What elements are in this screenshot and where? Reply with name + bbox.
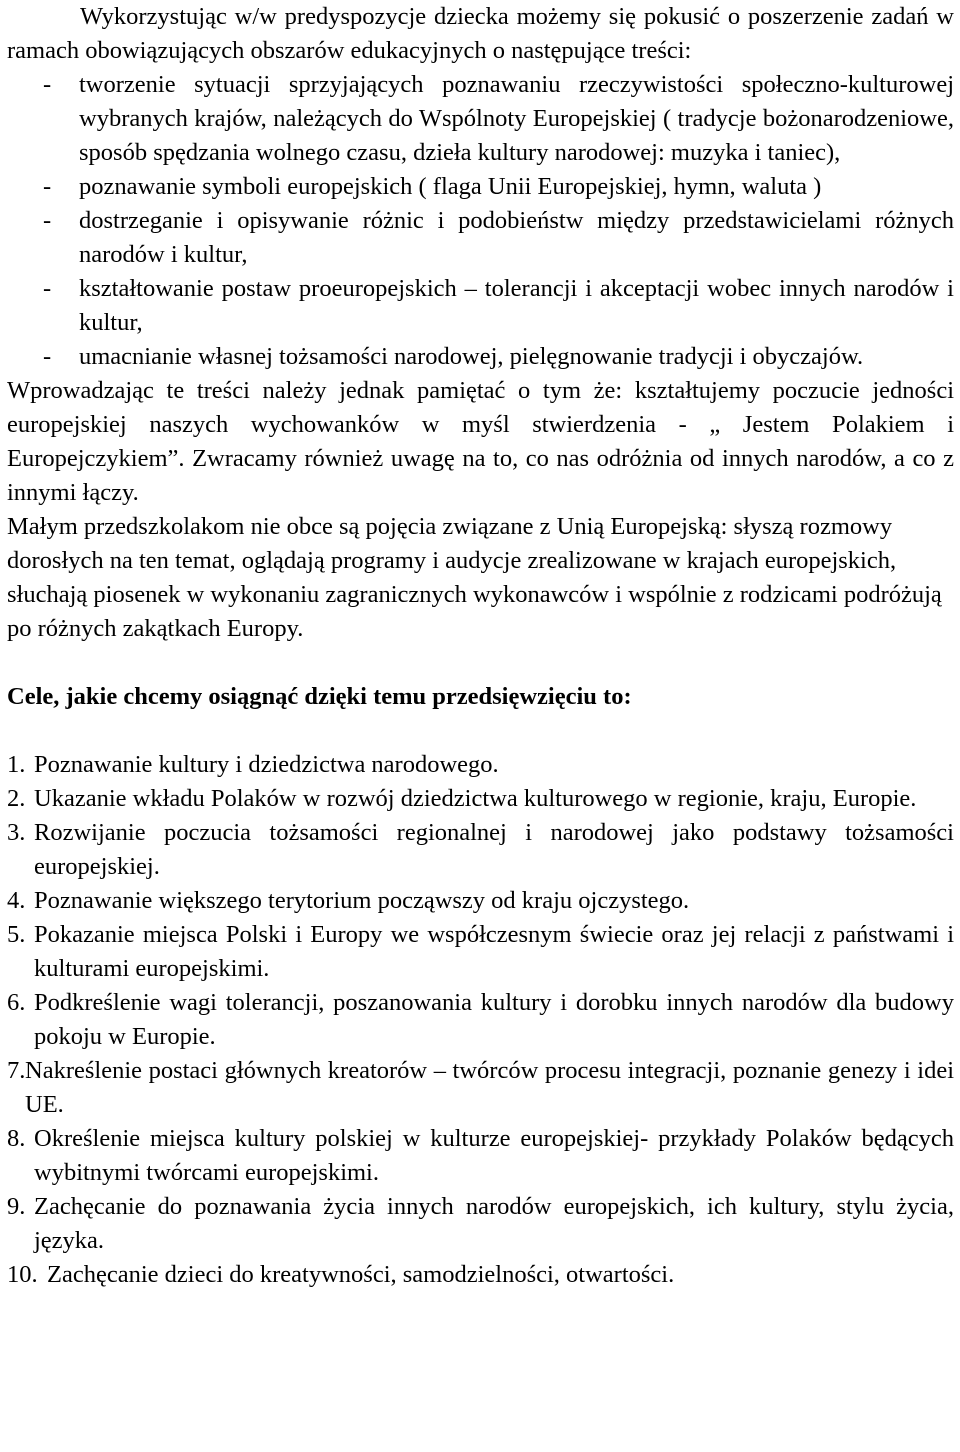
goal-text: Poznawanie kultury i dziedzictwa narodowego. bbox=[34, 751, 499, 778]
goal-item bbox=[7, 986, 954, 1054]
goal-text: Podkreślenie wagi tolerancji, poszanowania kultury i dorobku innych narodów dla budowy pokoju w Europie. bbox=[34, 989, 954, 1050]
goal-text: Rozwijanie poczucia tożsamości regionalnej i narodowej jako podstawy tożsamości europejskiej. bbox=[34, 819, 954, 880]
goal-item bbox=[7, 1190, 954, 1258]
goal-number: 1. bbox=[7, 751, 26, 778]
goal-item bbox=[7, 782, 954, 816]
goal-number: 5. bbox=[7, 921, 26, 948]
list-item: - poznawanie symboli europejskich ( flaga Unii Europejskiej, hymn, waluta ) bbox=[79, 170, 954, 204]
goals-heading: Cele, jakie chcemy osiągnąć dzięki temu przedsięwzięciu to: bbox=[7, 683, 632, 710]
goals-list bbox=[7, 748, 954, 1292]
list-item: - kształtowanie postaw proeuropejskich – tolerancji i akceptacji wobec innych narodów i kultur, bbox=[79, 272, 954, 340]
goal-text: Pokazanie miejsca Polski i Europy we współczesnym świecie oraz jej relacji z państwami i kulturami europejskimi. bbox=[34, 921, 954, 982]
goal-text: Ukazanie wkładu Polaków w rozwój dziedzictwa kulturowego w regionie, kraju, Europie. bbox=[34, 785, 917, 812]
goal-text: Określenie miejsca kultury polskiej w kulturze europejskiej- przykłady Polaków będących wybitnymi twórcami europejskimi. bbox=[34, 1125, 954, 1186]
goal-number: 2. bbox=[7, 785, 26, 812]
goal-number: 8. bbox=[7, 1125, 26, 1152]
paragraph-preschoolers: Małym przedszkolakom nie obce są pojęcia związane z Unią Europejską: słyszą rozmowy dorosłych na ten temat, oglądają programy i audycje zrealizowane w krajach europejskich, słuchają piosenek w wykonaniu zagranicznych wykonawców i wspólnie z rodzicami podróżują po różnych zakątkach Europy. bbox=[7, 513, 942, 642]
content-list bbox=[7, 68, 954, 374]
goal-item bbox=[7, 1122, 954, 1190]
goal-number: 3. bbox=[7, 819, 26, 846]
goal-item bbox=[7, 1054, 954, 1122]
goal-number: 7. bbox=[7, 1057, 26, 1084]
paragraph-introducing-content: Wprowadzając te treści należy jednak pamiętać o tym że: kształtujemy poczucie jedności europejskiej naszych wychowanków w myśl stwierdzenia - „ Jestem Polakiem i Europejczykiem”. Zwracamy również uwagę na to, co nas odróżnia od innych narodów, a co z innymi łączy. bbox=[7, 377, 954, 506]
list-item: - umacnianie własnej tożsamości narodowej, pielęgnowanie tradycji i obyczajów. bbox=[79, 340, 954, 374]
goal-text: Nakreślenie postaci głównych kreatorów – twórców procesu integracji, poznanie genezy i idei UE. bbox=[25, 1057, 954, 1118]
goal-item bbox=[7, 918, 954, 986]
goal-number: 10. bbox=[7, 1261, 38, 1288]
goal-text: Zachęcanie do poznawania życia innych narodów europejskich, ich kultury, stylu życia, języka. bbox=[34, 1193, 954, 1254]
list-item: - tworzenie sytuacji sprzyjających poznawaniu rzeczywistości społeczno-kulturowej wybranych krajów, należących do Wspólnoty Europejskiej ( tradycje bożonarodzeniowe, sposób spędzania wolnego czasu, dzieła kultury narodowej: muzyka i taniec), bbox=[79, 68, 954, 170]
goal-number: 6. bbox=[7, 989, 26, 1016]
goal-item bbox=[7, 748, 954, 782]
goal-item bbox=[7, 1258, 954, 1292]
goal-number: 4. bbox=[7, 887, 26, 914]
goal-item bbox=[7, 884, 954, 918]
goal-item bbox=[7, 816, 954, 884]
intro-paragraph: Wykorzystując w/w predyspozycje dziecka możemy się pokusić o poszerzenie zadań w ramach obowiązujących obszarów edukacyjnych o następujące treści: bbox=[7, 3, 954, 64]
goal-number: 9. bbox=[7, 1193, 26, 1220]
goal-text: Poznawanie większego terytorium począwszy od kraju ojczystego. bbox=[34, 887, 690, 914]
goal-text: Zachęcanie dzieci do kreatywności, samodzielności, otwartości. bbox=[47, 1261, 675, 1288]
list-item: - dostrzeganie i opisywanie różnic i podobieństw między przedstawicielami różnych narodów i kultur, bbox=[79, 204, 954, 272]
